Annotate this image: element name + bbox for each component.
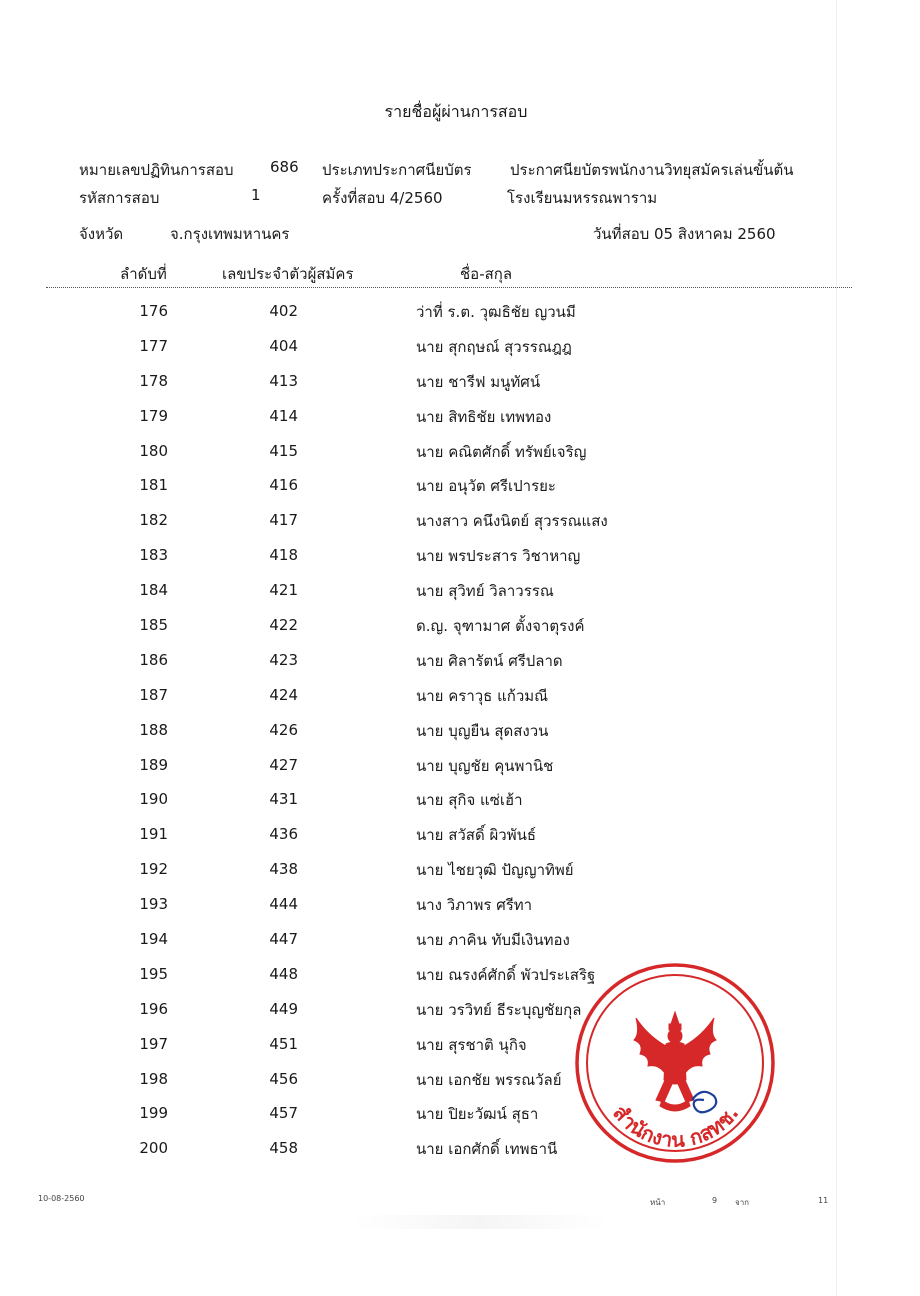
row-seq: 182 [139,511,168,530]
table-row [0,957,920,992]
cert-type-value: ประกาศนียบัตรพนักงานวิทยุสมัครเล่นขั้นต้น [510,161,794,179]
row-name: นางสาว คนึงนิตย์ สุวรรณแสง [416,512,608,531]
row-name: นาย บุญชัย คุนพานิช [416,756,554,775]
table-row [0,713,920,748]
row-app-no: 457 [269,1104,298,1123]
row-name: ด.ญ. จุฑามาศ ตั้งจาตุรงค์ [416,617,585,636]
row-seq: 178 [139,371,168,390]
column-header-app-no: เลขประจำตัวผู้สมัคร [222,265,354,283]
print-date: 10-08-2560 [38,1194,85,1203]
row-seq: 197 [139,1034,168,1053]
total-pages: 11 [818,1196,829,1205]
table-row [0,399,920,434]
province-label: จังหวัด [79,225,124,243]
row-app-no: 431 [269,790,298,809]
scan-artifact [350,1215,610,1229]
row-app-no: 451 [269,1034,298,1053]
row-name: นาย เอกศักดิ์ เทพธานี [416,1140,558,1159]
row-name: นาย ณรงค์ศักดิ์ พัวประเสริฐ [416,965,596,984]
row-seq: 187 [139,685,168,704]
row-seq: 196 [139,999,168,1018]
candidate-list [0,294,920,1166]
column-header-seq: ลำดับที่ [120,265,167,283]
row-name: นาย ศิลารัตน์ ศรีปลาด [416,651,563,670]
row-name: นาย คณิตศักดิ์ ทรัพย์เจริญ [416,442,587,461]
row-seq: 183 [139,546,168,565]
of-label: จาก [735,1198,750,1207]
row-seq: 195 [139,964,168,983]
table-row [0,748,920,783]
table-row [0,817,920,852]
table-row [0,992,920,1027]
table-row [0,782,920,817]
row-name: นาย ไชยวุฒิ ปัญญาทิพย์ [416,861,574,880]
row-name: นาย ภาคิน ทับมีเงินทอง [416,931,570,950]
row-app-no: 418 [269,546,298,565]
garuda-emblem-icon [634,1012,716,1111]
table-row [0,1096,920,1131]
row-name: นาย พรประสาร วิชาหาญ [416,547,581,566]
row-app-no: 427 [269,755,298,774]
row-seq: 181 [139,476,168,495]
table-row [0,643,920,678]
row-app-no: 456 [269,1069,298,1088]
row-seq: 191 [139,825,168,844]
exam-code-value: 1 [251,186,261,204]
row-name: นาย ชารีฟ มนูทัศน์ [416,372,541,391]
permit-label: หมายเลขปฏิทินการสอบ [79,161,234,179]
seal-text: สำนักงาน กสทช. [608,1100,744,1152]
exam-venue: โรงเรียนมหรรณพาราม [507,189,658,207]
row-app-no: 417 [269,511,298,530]
row-seq: 200 [139,1139,168,1158]
row-seq: 188 [139,720,168,739]
row-app-no: 415 [269,441,298,460]
table-row [0,678,920,713]
table-row [0,852,920,887]
row-seq: 185 [139,616,168,635]
row-seq: 176 [139,302,168,320]
row-app-no: 424 [269,685,298,704]
row-name: นาย สุรชาติ นุกิจ [416,1035,527,1054]
row-app-no: 438 [269,860,298,879]
row-app-no: 449 [269,999,298,1018]
row-seq: 199 [139,1104,168,1123]
row-app-no: 448 [269,964,298,983]
row-name: นาย วรวิทย์ ธีระบุญชัยกุล [416,1000,582,1019]
table-row [0,887,920,922]
row-app-no: 426 [269,720,298,739]
document-title: รายชื่อผู้ผ่านการสอบ [384,102,528,121]
column-header-name: ชื่อ-สกุล [460,265,513,283]
table-row [0,1027,920,1062]
table-row [0,468,920,503]
row-name: นาย อนุวัต ศรีเปารยะ [416,477,556,496]
row-name: นาย สุกฤษณ์ สุวรรณฎฎ [416,337,572,356]
table-row [0,434,920,469]
row-app-no: 404 [269,336,298,355]
table-row [0,538,920,573]
table-row [0,922,920,957]
row-name: นาย สิทธิชัย เทพทอง [416,407,552,426]
row-name: นาย สุกิจ แซ่เฮ้า [416,791,523,810]
row-app-no: 422 [269,616,298,635]
table-row [0,1062,920,1097]
row-seq: 179 [139,406,168,425]
row-name: นาย สวัสดิ์ ผิวพันธ์ [416,826,536,845]
exam-code-label: รหัสการสอบ [79,189,160,207]
table-row [0,503,920,538]
row-name: นาย บุญยืน สุดสงวน [416,721,549,740]
row-name: ว่าที่ ร.ต. วุฒธิชัย ญวนมี [416,303,576,321]
row-seq: 190 [139,790,168,809]
row-seq: 198 [139,1069,168,1088]
header-divider [46,287,852,288]
province-value: จ.กรุงเทพมหานคร [170,225,290,243]
row-app-no: 447 [269,930,298,949]
official-seal-stamp [574,960,776,1170]
row-app-no: 413 [269,371,298,390]
row-app-no: 444 [269,895,298,914]
signature-mark [692,1092,716,1112]
table-row [0,1131,920,1166]
cert-type-label: ประเภทประกาศนียบัตร [322,161,472,179]
page-number: 9 [712,1196,718,1205]
table-row [0,608,920,643]
table-row [0,294,920,329]
row-seq: 184 [139,581,168,600]
row-app-no: 423 [269,650,298,669]
row-name: นาย เอกชัย พรรณวัลย์ [416,1070,562,1089]
exam-round: ครั้งที่สอบ 4/2560 [322,189,443,207]
row-app-no: 416 [269,476,298,495]
row-name: นาง วิภาพร ศรีทา [416,896,533,915]
page-label: หน้า [650,1198,666,1207]
permit-value: 686 [270,158,299,176]
row-seq: 180 [139,441,168,460]
table-row [0,329,920,364]
row-name: นาย ปิยะวัฒน์ สุธา [416,1105,539,1124]
table-row [0,573,920,608]
row-name: นาย คราวุธ แก้วมณี [416,686,549,705]
row-name: นาย สุวิทย์ วิลาวรรณ [416,582,554,601]
row-app-no: 421 [269,581,298,600]
row-seq: 192 [139,860,168,879]
row-seq: 177 [139,336,168,355]
row-seq: 186 [139,650,168,669]
row-seq: 189 [139,755,168,774]
table-row [0,364,920,399]
row-app-no: 458 [269,1139,298,1158]
row-seq: 193 [139,895,168,914]
row-app-no: 414 [269,406,298,425]
row-app-no: 436 [269,825,298,844]
row-seq: 194 [139,930,168,949]
row-app-no: 402 [269,302,298,320]
exam-date: วันที่สอบ 05 สิงหาคม 2560 [593,225,776,243]
